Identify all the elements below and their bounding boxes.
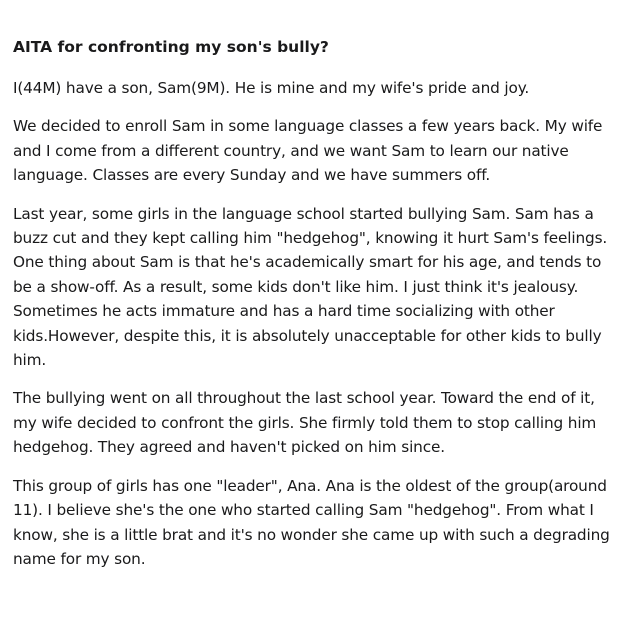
paragraph: Last year, some girls in the language school started bullying Sam. Sam has a buzz cut and they kept calling him "hedgehog", knowing it hurt Sam's feelings. One thing about Sam is that he's academically smart for his age, and tends to be a show-off. As a result, some kids don't like him. I just think it's jealousy. Sometimes he acts immature and has a hard time socializing with other kids.However, despite this, it is absolutely unacceptable for other kids to bully him. — [13, 204, 608, 370]
post — [13, 36, 613, 585]
paragraph: I(44M) have a son, Sam(9M). He is mine and my wife's pride and joy. — [13, 79, 530, 97]
post-body — [13, 76, 613, 571]
paragraph: This group of girls has one "leader", Ana. Ana is the oldest of the group(around 11). I believe she's the one who started calling Sam "hedgehog". From what I know, she is a little brat and it's no wonder she came up with such a degrading name for my son. — [13, 476, 610, 568]
post-title: AITA for confronting my son's bully? — [13, 38, 329, 56]
paragraph: The bullying went on all throughout the last school year. Toward the end of it, my wife decided to confront the girls. She firmly told them to stop calling him hedgehog. They agreed and haven't picked on him since. — [13, 389, 597, 457]
paragraph: We decided to enroll Sam in some language classes a few years back. My wife and I come from a different country, and we want Sam to learn our native language. Classes are every Sunday and we have summers off. — [13, 117, 603, 185]
